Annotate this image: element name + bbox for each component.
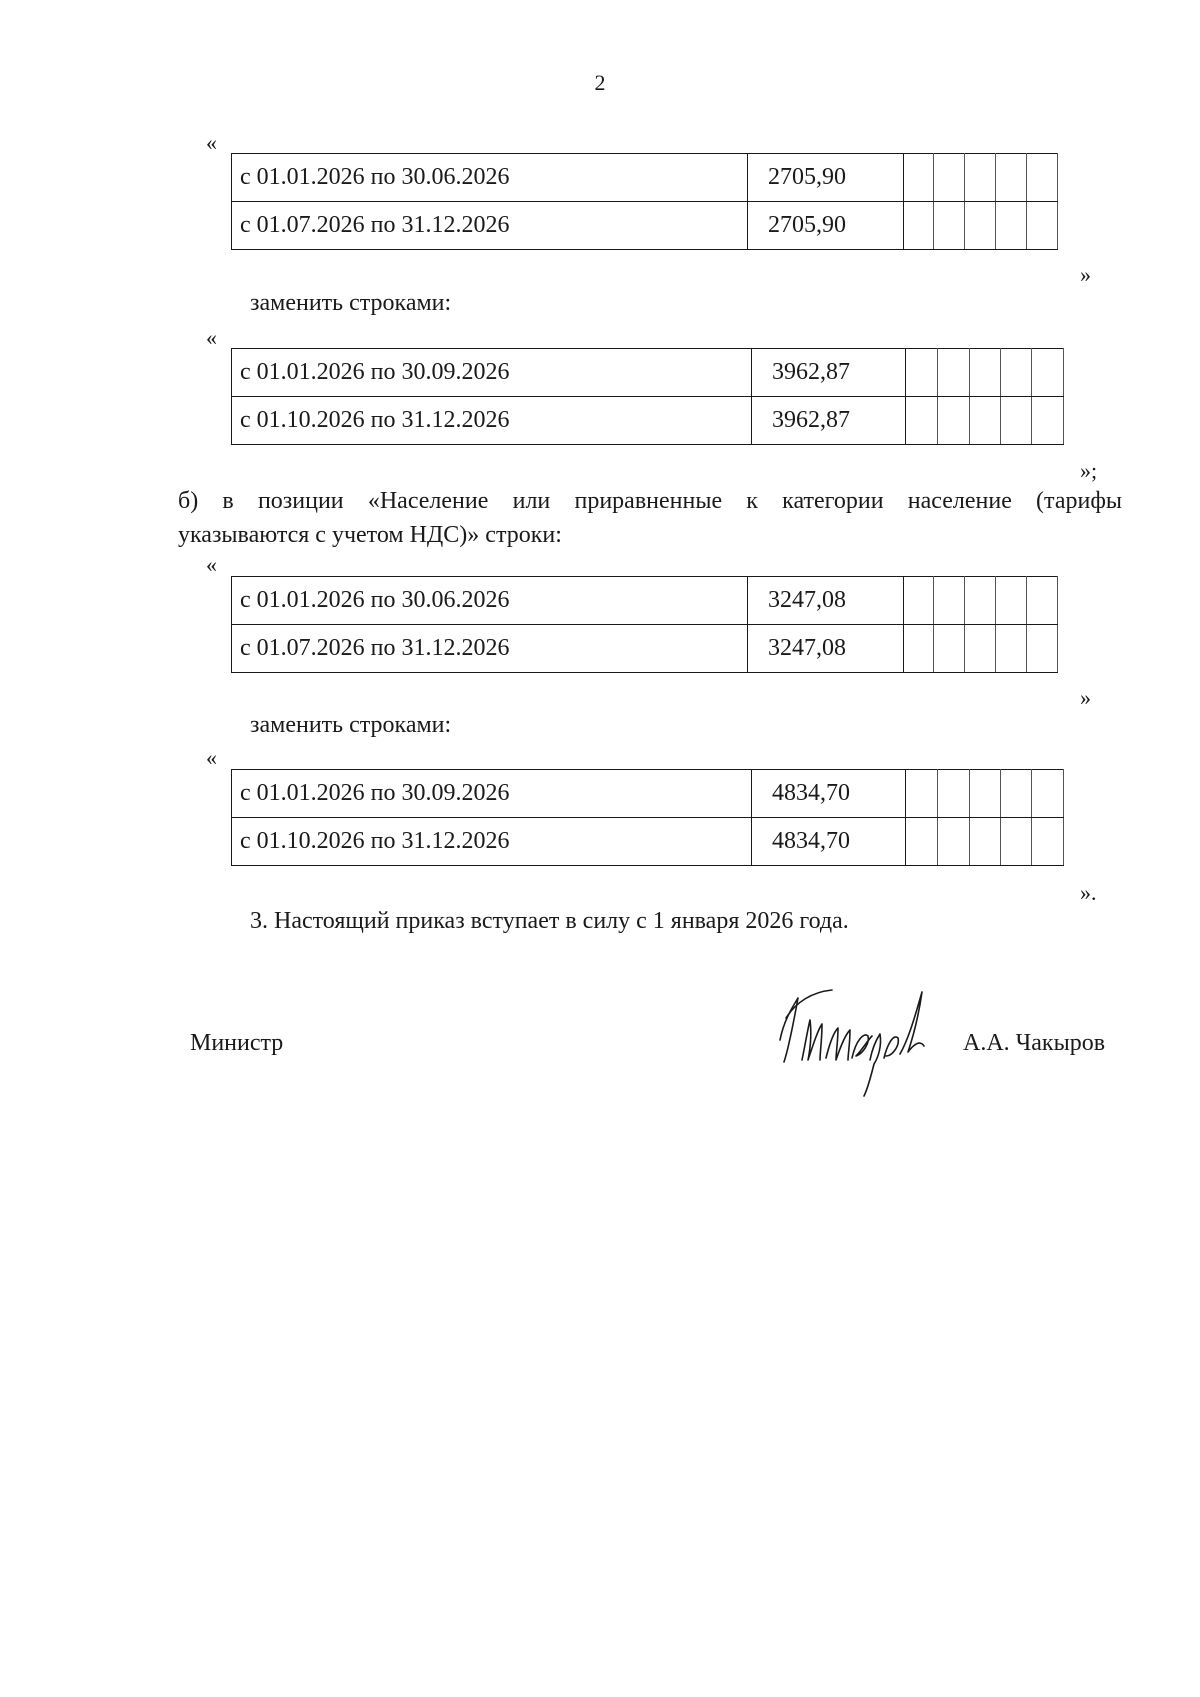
empty-cell <box>904 625 934 673</box>
open-quote: « <box>206 130 217 155</box>
tariff-table-1 <box>231 153 1058 250</box>
period-cell: с 01.07.2026 по 31.12.2026 <box>232 625 748 673</box>
paragraph-b-line-2: указываются с учетом НДС)» строки: <box>178 522 562 548</box>
handwritten-signature <box>772 980 942 1100</box>
signatory-name: А.А. Чакыров <box>963 1030 1106 1056</box>
empty-cell <box>934 202 965 250</box>
page-number: 2 <box>594 70 606 95</box>
empty-cell <box>996 154 1027 202</box>
empty-cell <box>934 577 965 625</box>
signatory-title: Министр <box>190 1030 284 1056</box>
empty-cell <box>1032 397 1064 445</box>
empty-cell <box>965 625 996 673</box>
empty-cell <box>970 349 1001 397</box>
empty-cell <box>938 397 970 445</box>
paragraph-3: 3. Настоящий приказ вступает в силу с 1 января 2026 года. <box>250 908 849 934</box>
empty-cell <box>906 397 938 445</box>
tariff-table-3 <box>231 576 1058 673</box>
period-cell: с 01.07.2026 по 31.12.2026 <box>232 202 748 250</box>
empty-cell <box>1027 154 1058 202</box>
table-row <box>232 154 1058 202</box>
value-cell: 3962,87 <box>752 349 906 397</box>
period-cell: с 01.10.2026 по 31.12.2026 <box>232 397 752 445</box>
empty-cell <box>965 202 996 250</box>
empty-cell <box>1027 202 1058 250</box>
empty-cell <box>1001 349 1032 397</box>
period-cell: с 01.01.2026 по 30.09.2026 <box>232 770 752 818</box>
close-quote: » <box>1080 685 1091 710</box>
empty-cell <box>970 818 1001 866</box>
open-quote: « <box>206 552 217 577</box>
empty-cell <box>938 349 970 397</box>
empty-cell <box>1032 349 1064 397</box>
empty-cell <box>904 154 934 202</box>
empty-cell <box>1001 770 1032 818</box>
value-cell: 4834,70 <box>752 818 906 866</box>
period-cell: с 01.01.2026 по 30.06.2026 <box>232 154 748 202</box>
empty-cell <box>906 770 938 818</box>
close-quote-semicolon: »; <box>1080 458 1098 483</box>
empty-cell <box>906 349 938 397</box>
value-cell: 4834,70 <box>752 770 906 818</box>
empty-cell <box>965 577 996 625</box>
value-cell: 3247,08 <box>748 625 904 673</box>
empty-cell <box>996 202 1027 250</box>
empty-cell <box>1001 818 1032 866</box>
table-row <box>232 577 1058 625</box>
table-row <box>232 397 1064 445</box>
empty-cell <box>1027 625 1058 673</box>
paragraph-b-line-1: б) в позиции «Население или приравненные к категории население (тарифы <box>178 488 1122 514</box>
table-row <box>232 818 1064 866</box>
period-cell: с 01.01.2026 по 30.06.2026 <box>232 577 748 625</box>
empty-cell <box>1001 397 1032 445</box>
table-row <box>232 349 1064 397</box>
value-cell: 3247,08 <box>748 577 904 625</box>
open-quote: « <box>206 745 217 770</box>
empty-cell <box>1032 770 1064 818</box>
tariff-table-2 <box>231 348 1064 445</box>
empty-cell <box>904 577 934 625</box>
table-row <box>232 625 1058 673</box>
empty-cell <box>938 770 970 818</box>
empty-cell <box>996 625 1027 673</box>
tariff-table-4 <box>231 769 1064 866</box>
period-cell: с 01.10.2026 по 31.12.2026 <box>232 818 752 866</box>
empty-cell <box>904 202 934 250</box>
empty-cell <box>1032 818 1064 866</box>
empty-cell <box>970 397 1001 445</box>
table-row <box>232 202 1058 250</box>
empty-cell <box>934 154 965 202</box>
empty-cell <box>996 577 1027 625</box>
period-cell: с 01.01.2026 по 30.09.2026 <box>232 349 752 397</box>
empty-cell <box>970 770 1001 818</box>
replace-with-text: заменить строками: <box>250 290 452 316</box>
replace-with-text: заменить строками: <box>250 712 452 738</box>
table-row <box>232 770 1064 818</box>
close-quote: » <box>1080 262 1091 287</box>
open-quote: « <box>206 325 217 350</box>
value-cell: 3962,87 <box>752 397 906 445</box>
close-quote-period: ». <box>1080 880 1097 905</box>
empty-cell <box>965 154 996 202</box>
empty-cell <box>934 625 965 673</box>
empty-cell <box>906 818 938 866</box>
value-cell: 2705,90 <box>748 154 904 202</box>
empty-cell <box>1027 577 1058 625</box>
value-cell: 2705,90 <box>748 202 904 250</box>
empty-cell <box>938 818 970 866</box>
